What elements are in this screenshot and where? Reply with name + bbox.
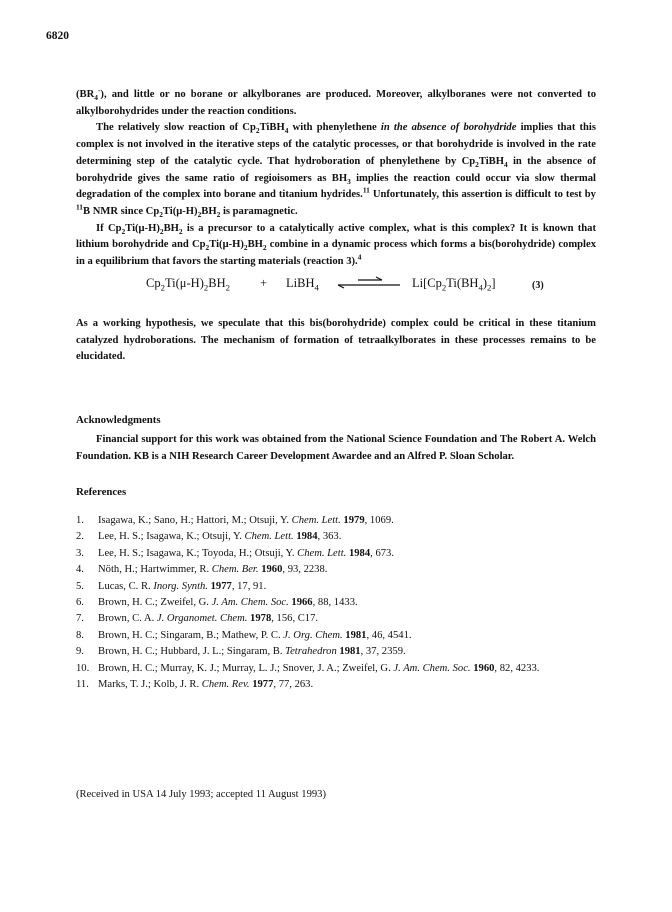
reference-item <box>76 628 596 644</box>
reaction-equation <box>146 272 566 296</box>
reference-num: 10. <box>76 662 90 674</box>
reference-item <box>76 677 596 693</box>
references-list <box>76 513 596 693</box>
reference-authors: Nöth, H.; Hartwimmer, R. <box>98 564 212 576</box>
reference-rest: , 82, 4233. <box>494 662 540 674</box>
reference-year: 1966 <box>288 597 313 609</box>
reference-num: 7. <box>76 613 84 625</box>
reference-rest: , 88, 1433. <box>312 597 358 609</box>
reference-authors: Lee, H. S.; Isagawa, K.; Toyoda, H.; Otsuji, Y. <box>98 547 298 559</box>
references-heading: References <box>76 486 127 498</box>
reference-authors: Isagawa, K.; Sano, H.; Hattori, M.; Otsuji, Y. <box>98 515 292 526</box>
reference-item <box>76 579 596 595</box>
equation-reactant-1: $Cp_2Ti(\mu-H)_2BH_2$ <box>146 276 230 293</box>
reference-year: 1978 <box>247 613 272 625</box>
reference-year: 1960 <box>470 662 495 674</box>
reference-year: 1984 <box>346 547 371 559</box>
equation-reactant-2: LiBH$_4$ <box>286 276 319 293</box>
reference-num: 4. <box>76 564 84 576</box>
acknowledgments-text: Financial support for this work was obtained from the National Science Foundation and The Robert A. Welch Foundation. KB is a NIH Research Career Development Awardee and an Alfred P. Sloan Scholar. <box>76 434 596 462</box>
reference-item <box>76 529 596 545</box>
reference-num: 1. <box>76 515 84 526</box>
equation-product: $Li[Cp_2Ti(BH_4)_2]$ <box>412 276 496 293</box>
reference-item <box>76 595 596 611</box>
hypothesis-paragraph <box>76 316 596 366</box>
reference-rest: , 363. <box>317 531 342 543</box>
reference-journal: J. Organomet. Chem. <box>156 613 248 625</box>
reference-authors: Marks, T. J.; Kolb, J. R. <box>98 679 202 691</box>
reference-authors: Lucas, C. R. <box>98 580 154 592</box>
reference-num: 6. <box>76 597 84 609</box>
reference-num: 5. <box>76 580 84 592</box>
reference-year: 1960 <box>258 564 283 576</box>
reference-item <box>76 513 596 529</box>
reference-num: 8. <box>76 629 84 641</box>
reference-journal: Chem. Lett. <box>244 531 294 543</box>
reference-journal: J. Org. Chem. <box>283 629 343 641</box>
body-text <box>76 87 596 271</box>
reference-rest: , 17, 91. <box>231 580 267 592</box>
reference-year: 1981 <box>342 629 367 641</box>
reference-year: 1977 <box>207 580 232 592</box>
reference-num: 9. <box>76 646 84 658</box>
equilibrium-arrow-icon <box>336 274 402 292</box>
reference-item <box>76 661 596 677</box>
received-date: (Received in USA 14 July 1993; accepted 11 August 1993) <box>76 789 326 800</box>
reference-journal: Chem. Lett. <box>297 547 347 559</box>
reference-authors: Brown, H. C.; Murray, K. J.; Murray, L. J.; Snover, J. A.; Zweifel, G. <box>98 662 394 674</box>
acknowledgments-body <box>76 432 596 465</box>
equation-plus: + <box>260 276 268 290</box>
reference-num: 2. <box>76 531 84 543</box>
page-number: 6820 <box>46 30 69 42</box>
reference-authors: Brown, C. A. <box>98 613 157 625</box>
reference-item <box>76 546 596 562</box>
reference-num: 11. <box>76 679 89 691</box>
reference-rest: , 1069. <box>364 515 394 526</box>
reference-item <box>76 562 596 578</box>
reference-year: 1981 <box>336 646 361 658</box>
reference-rest: , 77, 263. <box>273 679 314 691</box>
reference-rest: , 46, 4541. <box>366 629 412 641</box>
reference-journal: J. Am. Chem. Soc. <box>211 597 289 609</box>
equation-number: (3) <box>532 280 544 291</box>
reference-authors: Lee, H. S.; Isagawa, K.; Otsuji, Y. <box>98 531 245 543</box>
reference-journal: Tetrahedron <box>285 646 337 658</box>
hypothesis-text: As a working hypothesis, we speculate that this bis(borohydride) complex could be critical in these titanium catalyzed hydroborations. The mechanism of formation of tetraalkylborates in these processes remains to be elucidated. <box>76 318 596 363</box>
reference-journal: Chem. Ber. <box>211 564 259 576</box>
reference-year: 1984 <box>293 531 318 543</box>
reference-item <box>76 611 596 627</box>
reference-rest: , 673. <box>370 547 394 559</box>
paragraph-precursor: If $Cp_2Ti(\mu-H)_2BH_2$ is a precursor to a catalytically active complex, what is this complex? It is known that lithium borohydride and $Cp_2Ti(\mu-H)_2BH_2$ combine in a dynamic process which forms a bis(borohydride) complex in a equilibrium that favors the starting materials (reaction 3).$^4$ <box>76 222 597 268</box>
paragraph-slow-reaction: The relatively slow reaction of $Cp_2TiBH_4$ with phenylethene in the absence of borohydride implies that this complex is not involved in the iterative steps of the catalytic processes, or that borohydride is involved in the rate determining step of the catalytic cycle. That hydroboration of phenylethene by $Cp_2TiBH_4$ in the absence of borohydride gives the same ratio of regioisomers as $BH_3$ implies the reaction could occur via slow thermal degradation of the complex into borane and titanium hydrides.$^{11}$ Unfortunately, this assertion is difficult to test by $^{11}$B NMR since $Cp_2Ti(\mu-H)_2BH_2$ is paramagnetic. <box>76 122 597 220</box>
reference-rest: , 156, C17. <box>271 613 319 625</box>
reference-year: 1977 <box>249 679 274 691</box>
reference-journal: J. Am. Chem. Soc. <box>393 662 471 674</box>
reference-rest: , 93, 2238. <box>282 564 328 576</box>
reference-rest: , 37, 2359. <box>360 646 406 658</box>
reference-num: 3. <box>76 547 84 559</box>
acknowledgments-heading: Acknowledgments <box>76 414 161 426</box>
reference-journal: Chem. Rev. <box>201 679 250 691</box>
reference-year: 1979 <box>340 515 365 526</box>
paragraph-continuation: $(BR_4^-)$, and little or no borane or alkylboranes are produced. Moreover, alkylboranes were not converted to alkylborohydrides under the reaction conditions. <box>76 85 596 117</box>
reference-item <box>76 644 596 660</box>
reference-authors: Brown, H. C.; Hubbard, J. L.; Singaram, B. <box>98 646 286 658</box>
reference-authors: Brown, H. C.; Singaram, B.; Mathew, P. C. <box>98 629 284 641</box>
reference-journal: Inorg. Synth. <box>153 580 208 592</box>
reference-journal: Chem. Lett. <box>291 515 341 526</box>
reference-authors: Brown, H. C.; Zweifel, G. <box>98 597 212 609</box>
